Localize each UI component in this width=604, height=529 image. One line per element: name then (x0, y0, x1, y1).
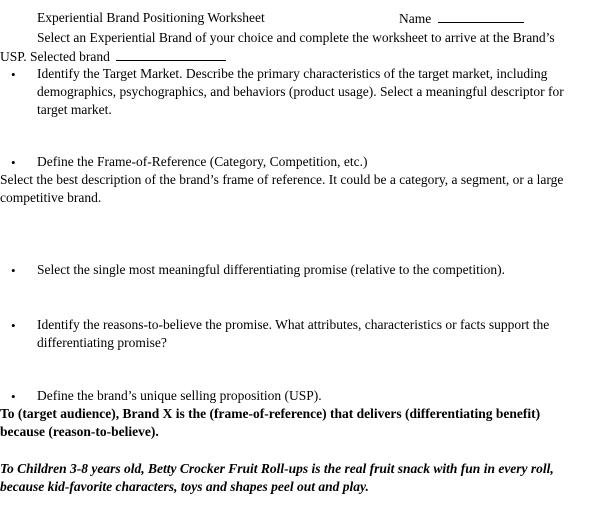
item-text-line: Identify the reasons-to-believe the promise. What attributes, characteristics or facts support the (37, 317, 550, 332)
bullet-icon: • (11, 67, 16, 82)
bullet-icon: • (11, 155, 16, 170)
item-text-line: target market. (37, 102, 112, 117)
worksheet-title: Experiential Brand Positioning Worksheet (37, 10, 265, 25)
name-blank[interactable] (438, 9, 524, 23)
item-text-line: differentiating promise? (37, 335, 167, 350)
intro-line-2: USP. Selected brand (0, 49, 110, 64)
intro-line-1: Select an Experiential Brand of your choice and complete the worksheet to arrive at the Brand’s (37, 30, 555, 45)
item-text-line: Select the single most meaningful differentiating promise (relative to the competition). (37, 262, 505, 277)
usp-template-line: To (target audience), Brand X is the (frame-of-reference) that delivers (differentiating benefit) (0, 406, 541, 421)
usp-example-line-2: because kid-favorite characters, toys and shapes peel out and play. (0, 479, 369, 494)
item-followup-line: Select the best description of the brand’s frame of reference. It could be a category, a segment, or a large (0, 172, 564, 187)
item-text-line: Identify the Target Market. Describe the primary characteristics of the target market, including (37, 66, 548, 81)
name-field[interactable] (399, 9, 524, 28)
bullet-icon: • (11, 389, 16, 404)
bullet-icon: • (11, 318, 16, 333)
bullet-icon: • (11, 263, 16, 278)
item-followup-line: competitive brand. (0, 190, 102, 205)
selected-brand-field[interactable] (0, 47, 226, 66)
name-label: Name (399, 11, 432, 26)
usp-example-line-1: To Children 3-8 years old, Betty Crocker Fruit Roll-ups is the real fruit snack with fun in every roll, (0, 461, 554, 476)
item-text-line: Define the Frame-of-Reference (Category, Competition, etc.) (37, 154, 368, 169)
selected-brand-blank[interactable] (116, 47, 226, 61)
item-text-line: Define the brand’s unique selling proposition (USP). (37, 388, 322, 403)
item-text-line: demographics, psychographics, and behaviors (product usage). Select a meaningful descriptor for (37, 84, 564, 99)
usp-template-line: because (reason-to-believe). (0, 424, 159, 439)
